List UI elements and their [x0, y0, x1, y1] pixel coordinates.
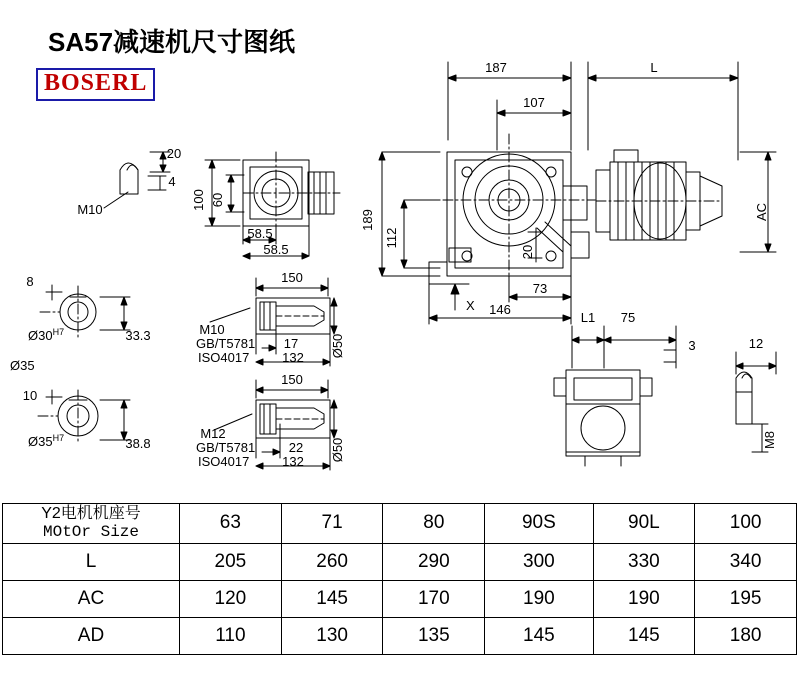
table-row	[3, 543, 797, 580]
dim-M12-bolt: M12	[200, 426, 226, 441]
dim-187: 187	[485, 60, 507, 75]
table-cell-AD-0: 110	[180, 617, 282, 654]
table-header-col-2: 80	[383, 504, 485, 544]
table-row	[3, 580, 797, 617]
table-cell-AC-4: 190	[593, 580, 695, 617]
table-header-label	[3, 504, 180, 544]
table-cell-AD-4: 145	[593, 617, 695, 654]
table-header-label-en: MOtOr Size	[42, 523, 139, 542]
dim-M10-bolt: M10	[199, 322, 225, 337]
table-cell-AC-0: 120	[180, 580, 282, 617]
table-cell-L-1: 260	[281, 543, 383, 580]
table-cell-AD-3: 145	[485, 617, 593, 654]
dim-60: 60	[210, 192, 225, 208]
dim-189: 189	[360, 209, 375, 231]
dim-iso-1: ISO4017	[198, 350, 250, 365]
dim-100: 100	[191, 189, 206, 211]
table-cell-L-0: 205	[180, 543, 282, 580]
dim-58-5-a: 58.5	[247, 226, 273, 241]
dim-146: 146	[489, 302, 511, 317]
table-cell-AD-1: 130	[281, 617, 383, 654]
table-cell-AC-3: 190	[485, 580, 593, 617]
table-row-label-AC: AC	[3, 580, 180, 617]
dim-gb-2: GB/T5781	[196, 440, 256, 455]
brand-logo: BOSERL	[36, 68, 155, 101]
dim-4-flange: 4	[168, 174, 176, 189]
table-row	[3, 617, 797, 654]
table-cell-AC-1: 145	[281, 580, 383, 617]
table-header-col-4: 90L	[593, 504, 695, 544]
dim-112: 112	[384, 227, 399, 249]
dim-dia50-b: Ø50	[330, 437, 345, 463]
dim-M8: M8	[762, 430, 777, 450]
table-cell-AC-2: 170	[383, 580, 485, 617]
dim-L1: L1	[580, 310, 596, 325]
dim-17: 17	[283, 336, 299, 351]
table-cell-AD-5: 180	[695, 617, 797, 654]
dim-X: X	[466, 298, 475, 313]
dim-3: 3	[688, 338, 696, 353]
table-header-label-cn: Y2电机机座号	[41, 505, 141, 522]
table-header-col-1: 71	[281, 504, 383, 544]
dim-dia30: $Ø30^{H7}$	[28, 327, 65, 343]
dim-8: 8	[26, 274, 34, 289]
dim-132-a: 132	[282, 350, 304, 365]
dim-75: 75	[620, 310, 636, 325]
dim-22: 22	[288, 440, 304, 455]
table-cell-L-4: 330	[593, 543, 695, 580]
dim-12: 12	[748, 336, 764, 351]
dim-107: 107	[523, 95, 545, 110]
table-header-col-0: 63	[180, 504, 282, 544]
dim-33-3: 33.3	[125, 328, 151, 343]
dim-gb-1: GB/T5781	[196, 336, 256, 351]
dim-38-8: 38.8	[125, 436, 151, 451]
motor-size-table	[2, 503, 797, 655]
table-cell-L-2: 290	[383, 543, 485, 580]
dim-73: 73	[532, 281, 548, 296]
dim-20-flange: 20	[166, 146, 182, 161]
dim-M10-flange: M10	[77, 202, 103, 217]
dim-58-5-b: 58.5	[263, 242, 289, 257]
page-title: SA57减速机尺寸图纸	[48, 27, 296, 57]
dim-150-a: 150	[281, 270, 303, 285]
table-cell-AC-5: 195	[695, 580, 797, 617]
table-cell-L-5: 340	[695, 543, 797, 580]
dim-dia50-a: Ø50	[330, 333, 345, 359]
dim-AC: AC	[754, 202, 769, 222]
table-row-header	[3, 504, 797, 544]
dim-10: 10	[22, 388, 38, 403]
dim-dia35-plain: Ø35	[10, 358, 35, 373]
dim-20-assembly: 20	[520, 244, 535, 260]
dim-150-b: 150	[281, 372, 303, 387]
table-header-col-3: 90S	[485, 504, 593, 544]
dim-iso-2: ISO4017	[198, 454, 250, 469]
dim-dia35-h7: $Ø35^{H7}$	[28, 433, 65, 449]
dim-L: L	[650, 60, 658, 75]
table-row-label-AD: AD	[3, 617, 180, 654]
table-cell-L-3: 300	[485, 543, 593, 580]
table-cell-AD-2: 135	[383, 617, 485, 654]
dim-132-b: 132	[282, 454, 304, 469]
table-header-col-5: 100	[695, 504, 797, 544]
table-row-label-L: L	[3, 543, 180, 580]
